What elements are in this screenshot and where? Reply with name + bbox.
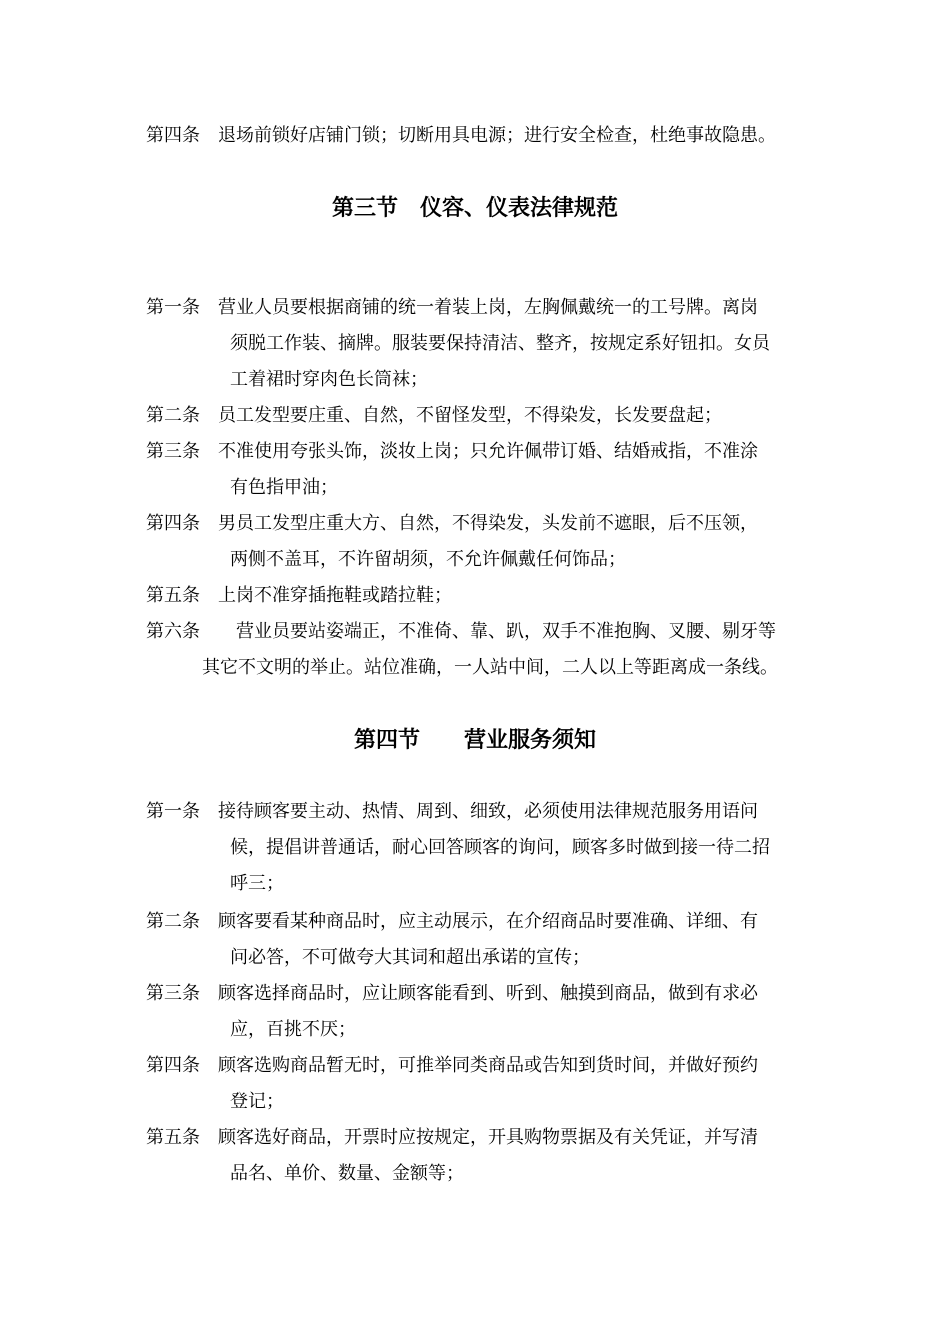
article-text: 男员工发型庄重大方、自然，不得染发，头发前不遮眼，后不压领， [218,513,758,534]
article-text-cont: 登记； [230,1091,284,1112]
article-pre-4 [146,118,806,154]
article-text-cont: 有色指甲油； [230,477,338,498]
s3-article-4 [146,506,806,578]
article-text: 退场前锁好店铺门锁；切断用具电源；进行安全检查，杜绝事故隐患。 [218,125,776,146]
s4-article-1 [146,794,806,902]
article-text: 不准使用夸张头饰，淡妆上岗；只允许佩带订婚、结婚戒指，不准涂 [218,441,758,462]
article-text-cont: 两侧不盖耳，不许留胡须，不允许佩戴任何饰品； [230,549,626,570]
article-text-cont: 问必答，不可做夸大其词和超出承诺的宣传； [230,947,590,968]
s3-article-5 [146,578,806,614]
article-text: 顾客选购商品暂无时，可推举同类商品或告知到货时间，并做好预约 [218,1055,758,1076]
article-text: 顾客要看某种商品时，应主动展示，在介绍商品时要准确、详细、有 [218,911,758,932]
article-number: 第二条 [146,405,200,426]
s4-article-3 [146,976,806,1048]
article-number: 第六条 [146,621,200,642]
article-number: 第一条 [146,801,200,822]
article-text: 营业员要站姿端正，不准倚、靠、趴，双手不准抱胸、叉腰、剔牙等 [236,621,776,642]
article-number: 第二条 [146,911,200,932]
s3-article-2 [146,398,806,434]
article-text-cont: 工着裙时穿肉色长筒袜； [230,369,428,390]
article-text: 顾客选好商品，开票时应按规定，开具购物票据及有关凭证，并写清 [218,1127,758,1148]
article-text-cont: 候，提倡讲普通话，耐心回答顾客的询问，顾客多时做到接一待二招 [230,837,770,858]
article-number: 第三条 [146,441,200,462]
s3-article-3 [146,434,806,506]
article-number: 第四条 [146,125,200,146]
article-text-cont: 应，百挑不厌； [230,1019,356,1040]
article-text-cont: 呼三； [230,873,284,894]
article-number: 第一条 [146,297,200,318]
article-text-cont: 须脱工作装、摘牌。服装要保持清洁、整齐，按规定系好钮扣。女员 [230,333,770,354]
s3-article-1 [146,290,806,398]
article-number: 第三条 [146,983,200,1004]
s4-article-2 [146,904,806,976]
article-number: 第四条 [146,1055,200,1076]
article-text: 上岗不准穿插拖鞋或踏拉鞋； [218,585,452,606]
article-text: 接待顾客要主动、热情、周到、细致，必须使用法律规范服务用语问 [218,801,758,822]
section-4-heading: 第四节 营业服务须知 [353,727,596,753]
article-text-cont: 其它不文明的举止。站位准确，一人站中间，二人以上等距离成一条线。 [202,657,778,678]
article-text-cont: 品名、单价、数量、金额等； [230,1163,464,1184]
article-number: 第五条 [146,1127,200,1148]
article-text: 营业人员要根据商铺的统一着装上岗，左胸佩戴统一的工号牌。离岗 [218,297,758,318]
article-text: 员工发型要庄重、自然，不留怪发型，不得染发，长发要盘起； [218,405,722,426]
article-number: 第五条 [146,585,200,606]
s4-article-5 [146,1120,806,1192]
article-text: 顾客选择商品时，应让顾客能看到、听到、触摸到商品，做到有求必 [218,983,758,1004]
section-3-heading: 第三节 仪容、仪表法律规范 [331,195,618,221]
article-number: 第四条 [146,513,200,534]
s4-article-4 [146,1048,806,1120]
s3-article-6 [146,614,806,686]
